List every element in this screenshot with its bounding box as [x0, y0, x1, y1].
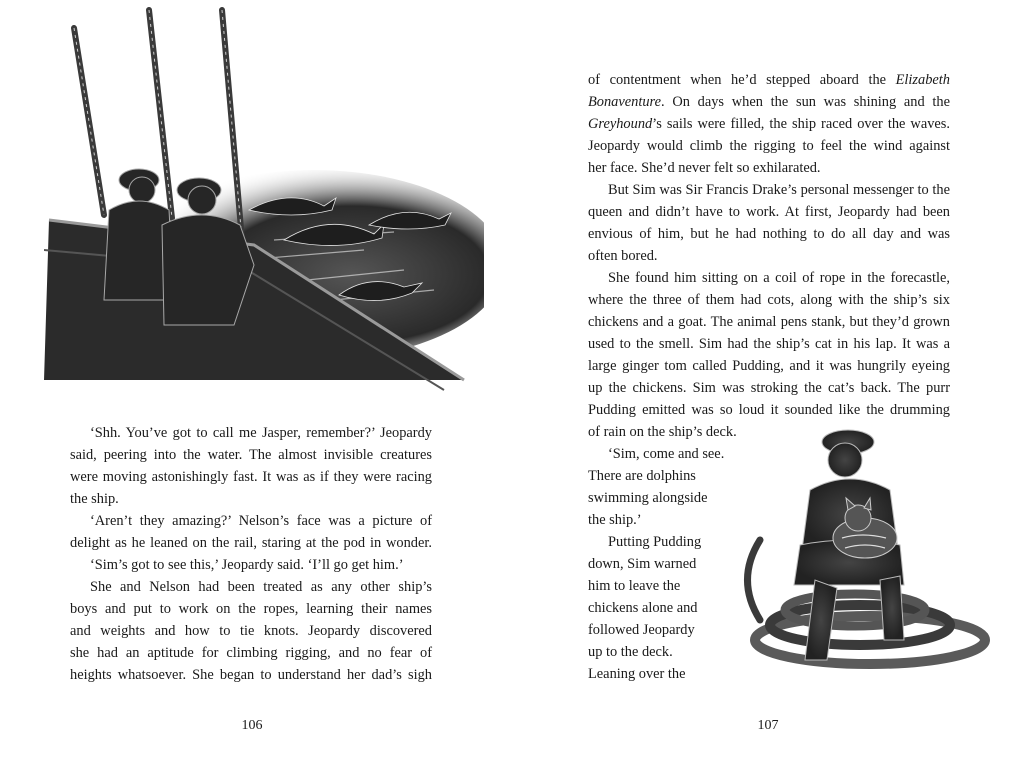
text-line: There are dolphins [588, 468, 696, 484]
text-line: large ginger tom called Pudding, and it was hungrily eyeing [588, 358, 950, 374]
text-line: envious of him, but he had nothing to do all day and was [588, 226, 950, 242]
text-line: Bonaventure. On days when the sun was shining and the [588, 94, 950, 110]
text-line: She and Nelson had been treated as any other ship’s [90, 579, 432, 595]
text-line: chickens and a goat. The animal pens stank, but they’d grown [588, 314, 950, 330]
text-line: queen and didn’t have to work. At first, Jeopardy had been [588, 204, 950, 220]
text-line: ‘Shh. You’ve got to call me Jasper, remember?’ Jeopardy [90, 425, 432, 441]
text-line: said, peering into the water. The almost invisible creatures [70, 447, 432, 463]
text-line: up the chickens. Sim was stroking the cat’s back. The purr [588, 380, 950, 396]
text-line: Jeopardy would climb the rigging to feel the wind against [588, 138, 950, 154]
text-line: him to leave the [588, 578, 681, 594]
text-line: followed Jeopardy [588, 622, 695, 638]
text-line: down, Sim warned [588, 556, 697, 572]
text-line: ‘Sim’s got to see this,’ Jeopardy said. ‘I’ll go get him.’ [90, 557, 404, 573]
text-line: up to the deck. [588, 644, 673, 660]
text-line: But Sim was Sir Francis Drake’s personal messenger to the [608, 182, 950, 198]
text-line: often bored. [588, 248, 658, 264]
text-line: swimming alongside [588, 490, 708, 506]
text-line: the ship. [70, 491, 119, 507]
text-line: she had an aptitude for climbing rigging, and no fear of [70, 645, 432, 661]
illustration-boy-with-cat [730, 420, 1000, 700]
text-line: chickens alone and [588, 600, 698, 616]
text-line: Greyhound’s sails were filled, the ship raced over the waves. [588, 116, 950, 132]
text-line: her face. She’d never felt so exhilarated. [588, 160, 821, 176]
right-page [510, 0, 1020, 773]
text-line: ‘Aren’t they amazing?’ Nelson’s face was a picture of [90, 513, 432, 529]
text-line: of rain on the ship’s deck. [588, 424, 737, 440]
text-line: used to the smell. Sim had the ship’s cat in his lap. It was a [588, 336, 950, 352]
illustration-dolphins-ship [44, 0, 484, 410]
page-number: 107 [757, 718, 779, 733]
text-line: and weights and how to tie knots. Jeopardy discovered [70, 623, 432, 639]
text-line: delight as he leaned on the rail, staring at the pod in wonder. [70, 535, 432, 551]
text-line: Pudding emitted was so loud it sounded like the drumming [588, 402, 950, 418]
page-number: 106 [241, 718, 263, 733]
text-line: She found him sitting on a coil of rope in the forecastle, [608, 270, 950, 286]
text-line: the ship.’ [588, 512, 642, 528]
text-line: where the three of them had cots, along with the ship’s six [588, 292, 950, 308]
text-line: boys and put to work on the ropes, learning their names [70, 601, 432, 617]
text-line: Putting Pudding [608, 534, 702, 550]
text-line: were moving astonishingly fast. It was as if they were racing [70, 469, 432, 485]
text-line: ‘Sim, come and see. [608, 446, 725, 462]
text-line: of contentment when he’d stepped aboard the Elizabeth [588, 72, 950, 88]
text-line: Leaning over the [588, 666, 686, 682]
text-line: heights whatsoever. She began to understand her dad’s sigh [70, 667, 432, 683]
